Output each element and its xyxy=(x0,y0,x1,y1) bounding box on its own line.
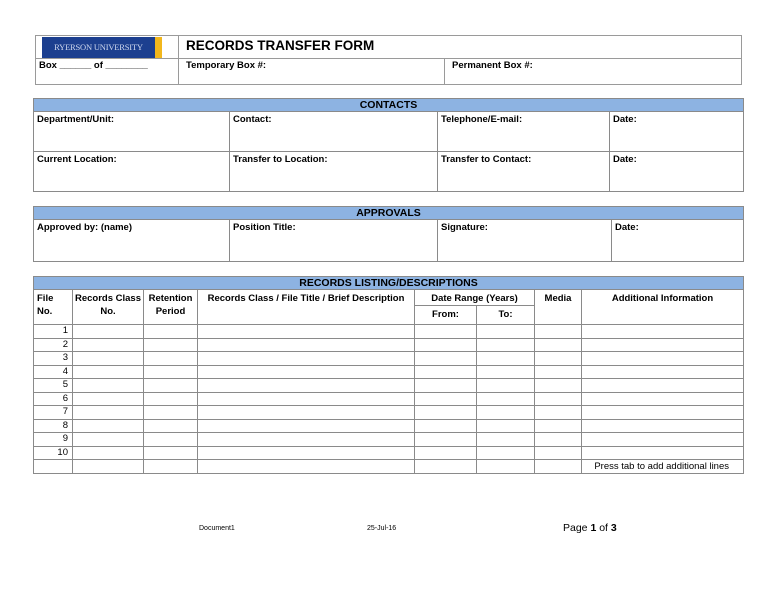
footer-page-number: Page 1 of 3 xyxy=(563,522,617,534)
table-row[interactable] xyxy=(34,446,744,460)
contact-field[interactable]: Contact: xyxy=(230,112,438,152)
file-no-cell: 8 xyxy=(34,419,73,433)
contacts-band xyxy=(33,98,744,112)
footer-doc-name: Document1 xyxy=(199,525,235,532)
table-row[interactable] xyxy=(34,392,744,406)
permanent-box-label: Permanent Box #: xyxy=(452,60,533,71)
approvals-table xyxy=(33,219,744,262)
approval-date-field[interactable]: Date: xyxy=(612,220,744,262)
transfer-date-field[interactable]: Date: xyxy=(610,152,744,192)
ryerson-logo xyxy=(42,37,155,58)
table-row-blank[interactable] xyxy=(34,460,744,474)
logo-gold-bar xyxy=(155,37,162,58)
approved-by-field[interactable]: Approved by: (name) xyxy=(34,220,230,262)
records-title: RECORDS LISTING/DESCRIPTIONS xyxy=(299,277,478,289)
table-row[interactable] xyxy=(34,406,744,420)
form-title: RECORDS TRANSFER FORM xyxy=(186,38,375,53)
table-row[interactable] xyxy=(34,365,744,379)
current-location-field[interactable]: Current Location: xyxy=(34,152,230,192)
col-date-from: From: xyxy=(415,306,477,325)
col-media: Media xyxy=(535,290,582,325)
contacts-title: CONTACTS xyxy=(359,99,418,111)
records-table xyxy=(33,289,744,474)
file-no-cell: 1 xyxy=(34,325,73,339)
table-row[interactable] xyxy=(34,433,744,447)
file-no-cell: 3 xyxy=(34,352,73,366)
approvals-title: APPROVALS xyxy=(356,207,421,219)
form-title-cell xyxy=(179,36,742,59)
table-row[interactable] xyxy=(34,379,744,393)
col-description: Records Class / File Title / Brief Description xyxy=(198,290,415,325)
box-of-field[interactable] xyxy=(36,59,179,85)
transfer-to-contact-field[interactable]: Transfer to Contact: xyxy=(438,152,610,192)
transfer-to-location-field[interactable]: Transfer to Location: xyxy=(230,152,438,192)
table-row[interactable] xyxy=(34,338,744,352)
telephone-email-field[interactable]: Telephone/E-mail: xyxy=(438,112,610,152)
table-row[interactable] xyxy=(34,352,744,366)
signature-field[interactable]: Signature: xyxy=(438,220,612,262)
col-retention-period: Retention Period xyxy=(144,290,198,325)
file-no-cell: 9 xyxy=(34,433,73,447)
file-no-cell: 7 xyxy=(34,406,73,420)
col-records-class-no: Records Class No. xyxy=(73,290,144,325)
contacts-table xyxy=(33,111,744,192)
permanent-box-field[interactable] xyxy=(445,59,742,85)
temporary-box-field[interactable] xyxy=(179,59,445,85)
approvals-band xyxy=(33,206,744,220)
col-date-to: To: xyxy=(477,306,535,325)
records-band xyxy=(33,276,744,290)
department-unit-field[interactable]: Department/Unit: xyxy=(34,112,230,152)
position-title-field[interactable]: Position Title: xyxy=(230,220,438,262)
file-no-cell: 5 xyxy=(34,379,73,393)
table-row[interactable] xyxy=(34,419,744,433)
add-lines-hint: Press tab to add additional lines xyxy=(582,460,744,474)
contact-date-field[interactable]: Date: xyxy=(610,112,744,152)
file-no-cell: 10 xyxy=(34,446,73,460)
col-file-no: File No. xyxy=(34,290,73,325)
file-no-cell: 2 xyxy=(34,338,73,352)
footer-date: 25-Jul-16 xyxy=(367,525,397,532)
file-no-cell: 6 xyxy=(34,392,73,406)
file-no-cell: 4 xyxy=(34,365,73,379)
table-row[interactable] xyxy=(34,325,744,339)
box-of-label: Box ______ of ________ xyxy=(39,60,148,71)
temporary-box-label: Temporary Box #: xyxy=(186,60,267,71)
col-additional-info: Additional Information xyxy=(582,290,744,325)
logo-text: RYERSON UNIVERSITY xyxy=(54,42,143,52)
col-date-range: Date Range (Years) xyxy=(415,290,535,306)
